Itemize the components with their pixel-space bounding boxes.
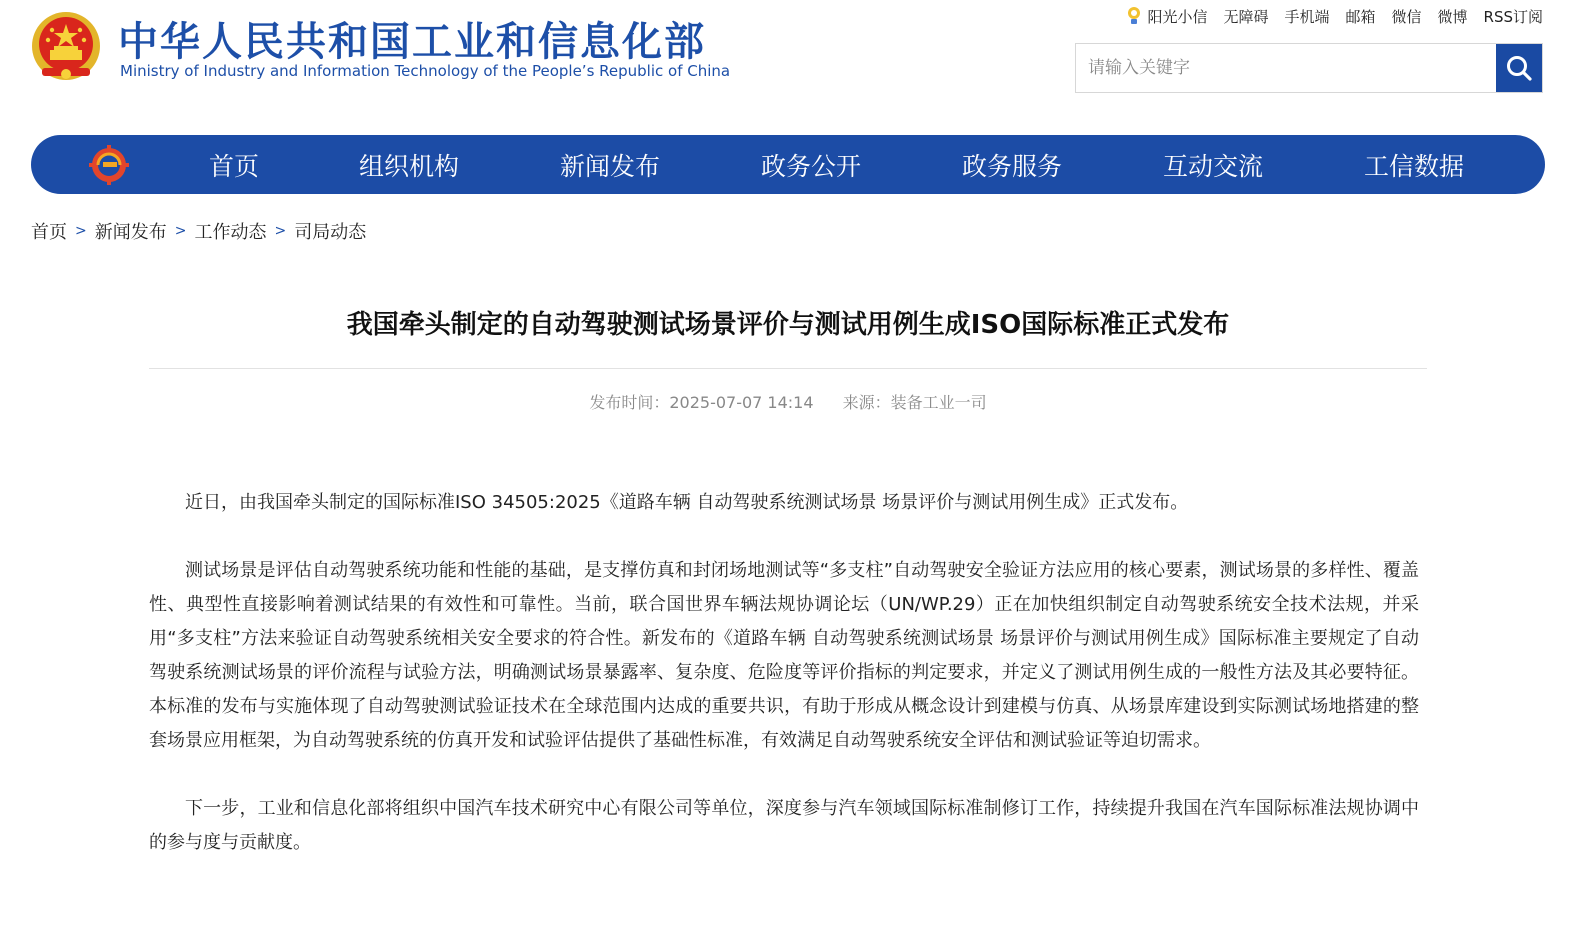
breadcrumb-separator-icon: > (174, 223, 187, 239)
site-subtitle: Ministry of Industry and Information Technology of the People’s Republic of China (120, 62, 731, 80)
miit-logo-icon[interactable] (89, 145, 129, 185)
top-link-label: 手机端 (1284, 7, 1330, 26)
breadcrumb-home[interactable]: 首页 (31, 222, 67, 243)
article-paragraph: 下一步，工业和信息化部将组织中国汽车技术研究中心有限公司等单位，深度参与汽车领域国际标准制修订工作，持续提升我国在汽车国际标准法规协调中的参与度与贡献度。 (149, 798, 1419, 853)
top-link-label: RSS订阅 (1483, 7, 1543, 26)
nav-item-interaction[interactable]: 互动交流 (1162, 151, 1263, 181)
breadcrumb (31, 218, 366, 244)
top-link-mailbox[interactable] (1345, 6, 1375, 27)
search-icon (1505, 54, 1533, 82)
breadcrumb-dept-updates[interactable]: 司局动态 (294, 222, 367, 243)
search-input[interactable] (1076, 44, 1496, 92)
top-link-label: 邮箱 (1345, 7, 1376, 26)
breadcrumb-separator-icon: > (75, 223, 87, 239)
article-content (149, 486, 1419, 894)
top-link-rss[interactable] (1484, 6, 1543, 27)
site-header (0, 0, 1577, 120)
nav-item-data[interactable]: 工信数据 (1363, 151, 1464, 181)
national-emblem-icon[interactable] (30, 10, 102, 86)
title-divider (149, 368, 1427, 369)
top-links (1125, 5, 1543, 27)
nav-items (176, 135, 1498, 194)
lightbulb-icon (1125, 5, 1143, 27)
top-link-label: 阳光小信 (1147, 7, 1208, 26)
top-link-label: 微信 (1391, 7, 1422, 26)
top-link-sunshine[interactable] (1125, 5, 1207, 27)
search-box (1075, 43, 1543, 93)
article-meta (149, 390, 1427, 413)
nav-item-organization[interactable]: 组织机构 (358, 151, 459, 181)
main-nav (31, 135, 1545, 194)
article-paragraph: 近日，由我国牵头制定的国际标准ISO 34505:2025《道路车辆 自动驾驶系统测试场景 场景评价与测试用例生成》正式发布。 (185, 492, 1189, 513)
publish-time: 发布时间：2025-07-07 14:14 (589, 393, 814, 412)
top-link-mobile[interactable] (1284, 6, 1329, 27)
site-title: 中华人民共和国工业和信息化部 (118, 19, 706, 65)
nav-item-news[interactable]: 新闻发布 (559, 151, 660, 181)
top-link-accessibility[interactable] (1223, 6, 1268, 27)
nav-item-home[interactable]: 首页 (208, 151, 259, 181)
article-source: 来源：装备工业一司 (842, 393, 987, 412)
nav-item-gov-affairs[interactable]: 政务公开 (760, 151, 861, 181)
top-link-weibo[interactable] (1438, 6, 1468, 27)
article-paragraph: 测试场景是评估自动驾驶系统功能和性能的基础，是支撑仿真和封闭场地测试等“多支柱”自动驾驶安全验证方法应用的核心要素，测试场景的多样性、覆盖性、典型性直接影响着测试结果的有效性和可靠性。当前，联合国世界车辆法规协调论坛（UN/WP.29）正在加快组织制定自动驾驶系统安全技术法规，并采用“多支柱”方法来验证自动驾驶系统相关安全要求的符合性。新发布的《道路车辆 自动驾驶系统测试场景 场景评价与测试用例生成》国际标准主要规定了自动驾驶系统测试场景的评价流程与试验方法，明确测试场景暴露率、复杂度、危险度等评价指标的判定要求，并定义了测试用例生成的一般性方法及其必要特征。本标准的发布与实施体现了自动驾驶测试验证技术在全球范围内达成的重要共识，有助于形成从概念设计到建模与仿真、从场景库建设到实际测试场地搭建的整套场景应用框架，为自动驾驶系统的仿真开发和试验评估提供了基础性标准，有效满足自动驾驶系统安全评估和测试验证等迫切需求。 (149, 560, 1419, 751)
article-title: 我国牵头制定的自动驾驶测试场景评价与测试用例生成ISO国际标准正式发布 (346, 310, 1230, 340)
top-link-label: 微博 (1437, 7, 1468, 26)
breadcrumb-work-updates[interactable]: 工作动态 (194, 222, 267, 243)
nav-item-gov-services[interactable]: 政务服务 (961, 151, 1062, 181)
top-link-label: 无障碍 (1223, 7, 1269, 26)
breadcrumb-news[interactable]: 新闻发布 (94, 222, 167, 243)
search-button[interactable] (1496, 44, 1542, 92)
top-link-wechat[interactable] (1392, 6, 1422, 27)
breadcrumb-separator-icon: > (274, 223, 287, 239)
